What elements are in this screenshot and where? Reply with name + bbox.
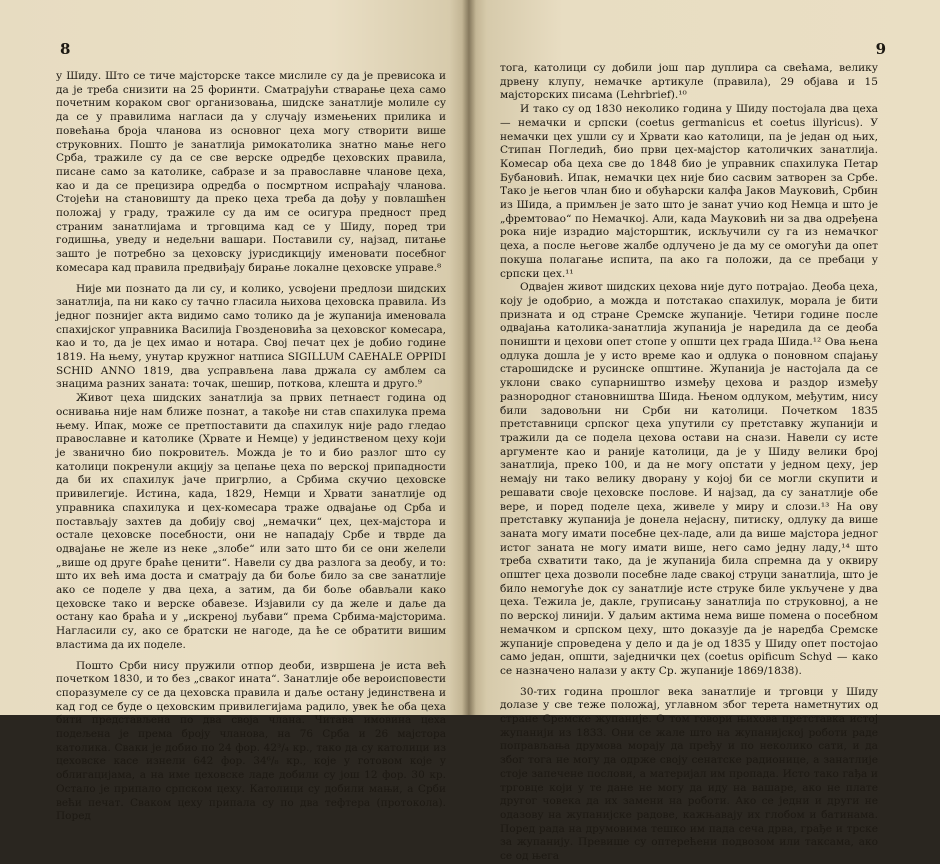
right-paragraph-1: тога, католици су добили још пар дуплира са свећама, велику дрвену клупу, немачке артикуле (правила), 29 објава и 15 мајсторских писама (Lehrbrief).¹⁰ [500, 62, 878, 102]
right-paragraph-4: 30-тих година прошлог века занатлије и трговци у Шиду долазе у све теже положај, углавном због терета наметнутих од стране Сремске жупаније. О том говори њихова претставка истој жупанији из 1833. Они се жале што на жупанијској роботи раде поправљања друмова морају да пређу и по неколико сати, и да због тога не могу да одрже своју сенатске радионице, а занатлије стоје запечене послови, а материјал им пропада. Исто тако гађа и трговце који у те дане не могу да иду на вашаре, ако не плате другог човека да их замени на роботи. Ако се једни и други не одазову на жупанијске радове, кажњавају их глобом и батинама. Поред рада на друмовима тешко им пада сеча дрва, грађе и трске за жупанију. Превише су оптерећени подвозом или таксама, ако се од њега [500, 685, 878, 863]
left-page [0, 0, 468, 823]
right-paragraph-2: И тако су од 1830 неколико година у Шиду постојала два цеха — немачки и српски (coetus germanicus et coetus illyricus). У немачки цех ушли су и Хрвати као католици, па је један од њих, Стипан Погледић, био први цех-мајстор католичких занатлија. Комесар оба цеха све до 1848 био је управник спахилука Петар Бубановић. Ипак, немачки цех није био сасвим затворен за Србе. Тако је његов члан био и обућарски калфа Јаков Мауковић, Србин из Шида, а примљен је зато што је занат учио код Немца и што је „фремтовао“ по Немачкој. Али, када Мауковић ни за два одређена рока није израдио мајсторштик, искључили су га из немачког цеха, а после његове жалбе одлучено је да му се омогући да опет покуша полагање испита, па ако га положи, да се пребаци у српски цех.¹¹ [500, 103, 878, 280]
left-paragraph-1: у Шиду. Што се тиче мајсторске таксе мислиле су да је превисока и да је требa снизити на 25 форинти. Сматрајући стварање цеха само почетним кораком свог организовања, шидске занатлије молиле су да се у правилима нагласи да у случају измењених прилика и повећања броја чланова из основног цеха могу створити више струковних. Пошто је занатлија римокатолика знатно мање него Срба, тражиле су да се све верске одредбе цеховских правила, писане само за католике, сабразе и за православне чланове цеха, као и да се прецизира одредба о посмртном испраћају чланова. Стојећи на становишту да преко цеха треба да дођу у повлашћен положај у граду, тражиле су да им се осигура предност пред страним занатлијама и трговцима кад се у Шиду, поред три годишња, уведу и недељни вашари. Поставили су, најзад, питање зашто је потребно за цеховску јурисдикцију именовати посебног комесара кад правила предвиђају бирање локалне цеховске управе.⁸ [56, 70, 446, 274]
left-page-text [56, 70, 446, 824]
left-paragraph-3: Живот цеха шидских занатлија за првих петнаест година од оснивања није нам ближе познат, а такође ни став спахилука према њему. Ипак, може се претпоставити да спахилук није радо гледао православне и католике (Хрвате и Немце) у јединственом цеху који је званично био покровитељ. Можда је то и био разлог што су католици покренули акцију за цепање цеха по верској припадности да би их спахилук јаче пригрлио, а Србима скучио цеховске привилегије. Истина, када, 1829, Немци и Хрвати занатлије од управника спахилука и цех-комесара траже одвајање од Срба и постављају захтев да добију свој „немачки“ цех, цех-мајстора и остале цеховске посебности, они не нападају Србе и тврде да одвајање не желе из неке „злобе“ или зато што би се они желели „више од друге браће ценити“. Навели су два разлога за деобу, и то: што их већ има доста и сматрају да би боље било за све занатлије ако се поделе у два цеха, а затим, да би боље обављали како цеховске тако и верске обавезе. Изјавили су да желе и даље да остану као браћа и у „искреној љубави“ према Србима-мајсторима. Нагласили су, ако се братски не нагоде, да ће се обратити вишим властима да их поделе. [56, 392, 446, 651]
left-paragraph-4: Пошто Срби нису пружили отпор деоби, извршена је иста већ почетком 1830, и то без „сваког ината“. Занатлије обе вероисповести споразумеле су се да цеховска правила и даље остану јединствена и кад год се буде о цеховским привилегијама радило, увек ће оба цеха бити представљена по два своја члана. Читава имовина цеха подељена је према броју чланова, на 76 Срба и 26 мајстора католика. Сваки је добио по 24 фор. 42³/₄ кр., тако да су католици из цеховске касе изнели 642 фор. 34⁶/₈ кр., које у готовом које у облигацијама, а на име цеховске ладе добили су још 12 фор. 30 кр. Остало је припало српском цеху. Католици су добили мањи, а Срби већи печат. Сваком цеху припала су по два тефтера (протокола). Поред [56, 659, 446, 823]
right-page [468, 0, 940, 863]
right-page-text [500, 62, 878, 864]
left-paragraph-2: Није ми познато да ли су, и колико, усвојени предлози шидских занатлија, па ни како су тачно гласила њихова цеховска правила. Из једног познијег акта видимо само толико да је жупанија именовала спахијског управника Василија Гвозденовића за цеховског комесара, као и то, да је цех имао и нотара. Свој печат цех је добио године 1819. На њему, унутар кружног натписа SIGILLUM CAEHALE OPPIDI SCHID ANNO 1819, два усправљена лава држала су амблем са знацима разних заната: точак, шешир, поткова, клешта и друго.⁹ [56, 282, 446, 391]
right-paragraph-3: Одвајен живот шидских цехова није дуго потрајао. Деоба цеха, коју је одобрио, а можда и потстакао спахилук, морала је бити призната и од стране Сремске жупаније. Четири године после одвајања католика-занатлија жупанија је наредила да се деоба поништи и цехови опет стопе у општи цех града Шида.¹² Ова њена одлука дошла је у исто време као и одлука о поновном спајању старошидске и русинске општине. Жупанија је настојала да се уклони свако супарништво између цехова и раздор између разнородног становништва Шида. Њеном одлуком, међутим, нису били задовољни ни Срби ни католици. Почетком 1835 претставници српског цеха упутили су претставку жупанији и тражили да се подела цехова остави на снази. Навели су исте аргументе као и раније католици, да је у Шиду велики број занатлија, преко 100, и да не могу опстати у једном цеху, јер немају ни тако велику дворану у којој би се могли скупити и решавати своје цеховске послове. И најзад, да су занатлије обе вере, и поред поделе цеха, живеле у миру и слози.¹³ На ову претставку жупанија је донела неjасну, питиску, одлуку да више заната могу имати посебне цех-ладе, али да више мајстора једног истог заната не могу имати више, него само једну ладу,¹⁴ што треба схватити тако, да је жупанија била спремна да у оквиру општег цеха дозволи посебне ладе свакој струци занатлија, што је било немогуће док су занатлије исте струке биле укључене у два цеха. Тежила је, дакле, груписању занатлија по струковној, а не по верској линији. У даљим актима нема више помена о посебном немачком и српском цеху, што доказује да је наредба Сремске жупаније спроведена у дело и да је од 1835 у Шиду опет постојао само један, општи, заједнички цех (coetus opificum Schyd — како се назначено налази у акту Ср. жупаније 1869/1838). [500, 281, 878, 677]
right-page-number: 9 [875, 40, 886, 58]
left-page-number: 8 [60, 40, 71, 58]
